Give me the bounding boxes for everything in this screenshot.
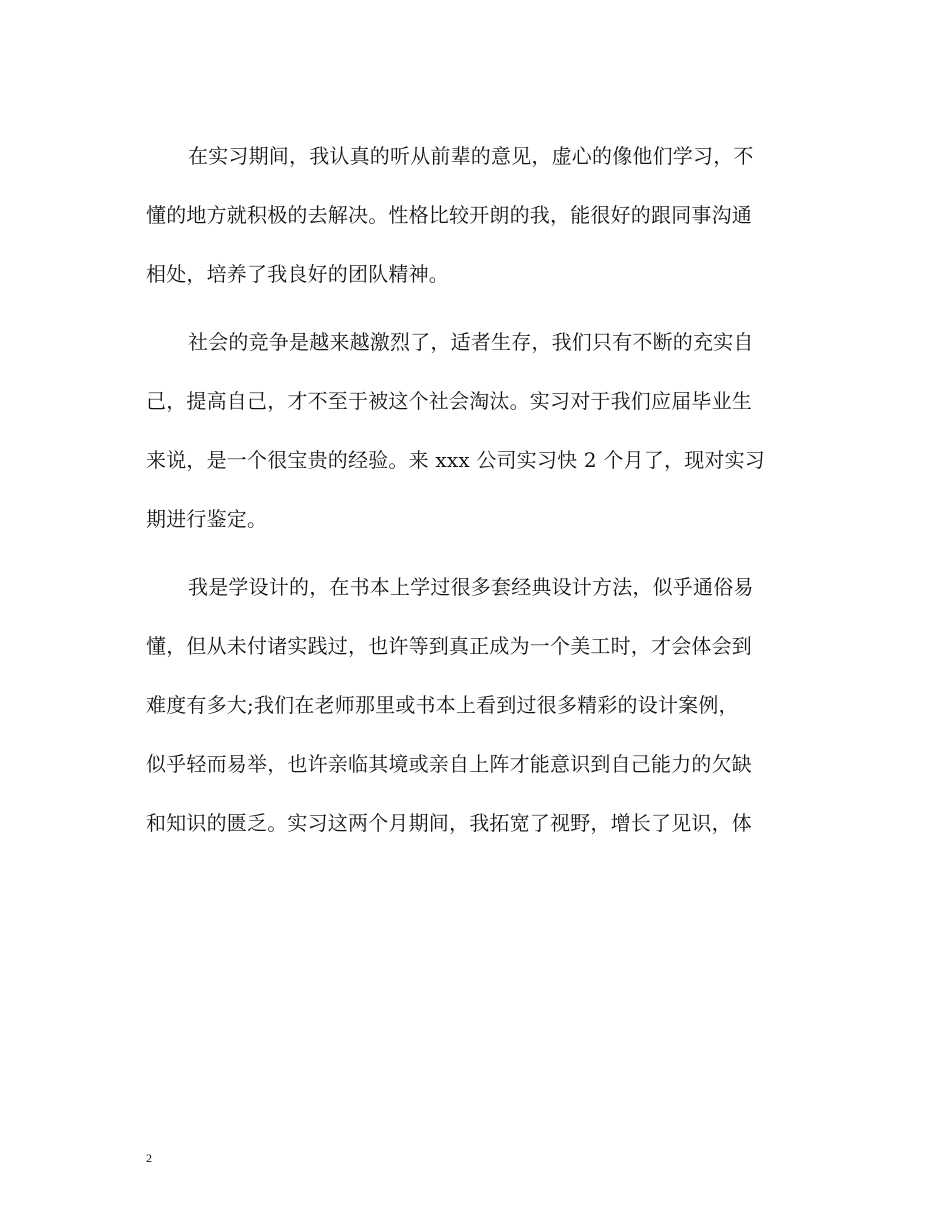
text-line: 懂的地方就积极的去解决。性格比较开朗的我，能很好的跟同事沟通	[146, 203, 752, 227]
page-number: 2	[146, 1151, 152, 1165]
text-line: 懂，但从未付诸实践过，也许等到真正成为一个美工时，才会体会到	[146, 634, 752, 658]
text-line: 己，提高自己，才不至于被这个社会淘汰。实习对于我们应届毕业生	[146, 389, 752, 413]
paragraph-gap	[146, 558, 806, 567]
text-line: 和知识的匮乏。实习这两个月期间，我拓宽了视野，增长了见识，体	[146, 811, 752, 835]
text-line: 期进行鉴定。	[146, 507, 268, 531]
text-line: 似乎轻而易举，也许亲临其境或亲自上阵才能意识到自己能力的欠缺	[146, 752, 752, 776]
body-text	[146, 136, 806, 862]
paragraph-gap	[146, 313, 806, 322]
paragraph-1	[146, 136, 806, 313]
text-line: 相处，培养了我良好的团队精神。	[146, 262, 449, 286]
paragraph-2	[146, 322, 806, 558]
text-line: 来说，是一个很宝贵的经验。来 xxx 公司实习快 2 个月了，现对实习	[146, 448, 765, 472]
text-line: 我是学设计的，在书本上学过很多套经典设计方法，似乎通俗易	[188, 575, 754, 599]
text-line: 社会的竞争是越来越激烈了，适者生存，我们只有不断的充实自	[188, 330, 754, 354]
text-line: 在实习期间，我认真的听从前辈的意见，虚心的像他们学习，不	[188, 144, 754, 168]
text-line: 难度有多大;我们在老师那里或书本上看到过很多精彩的设计案例，	[146, 693, 739, 717]
paragraph-3	[146, 567, 806, 862]
